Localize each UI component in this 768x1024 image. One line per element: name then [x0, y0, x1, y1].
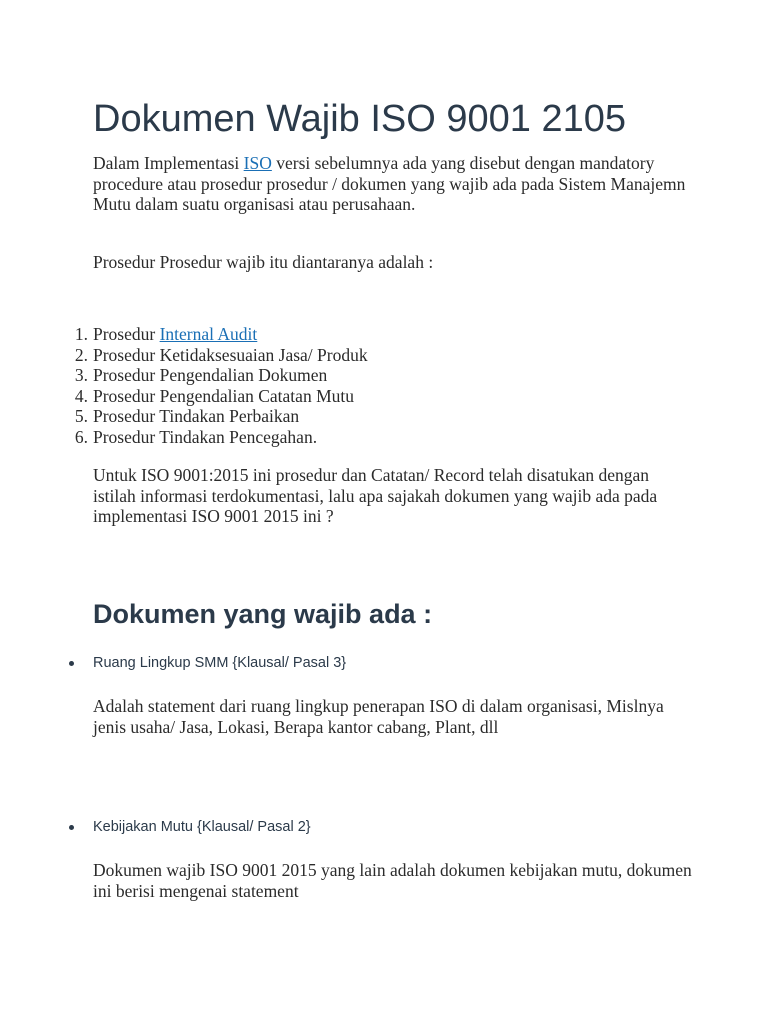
procedures-list [0, 324, 368, 448]
intro-text-end: versi sebelumnya ada yang disebut dengan mandatory procedure atau prosedur prosedur / dokumen yang wajib ada pada Sistem Manajemn Mutu dalam suatu organisasi atau perusahaan. [93, 153, 686, 215]
list-item-text: Prosedur Ketidaksesuaian Jasa/ Produk [93, 344, 368, 365]
intro-paragraph [93, 153, 693, 215]
list-number: 4. [74, 385, 88, 406]
list-item-text: Prosedur [93, 324, 160, 344]
list-item [0, 427, 368, 448]
list-number: 5. [74, 406, 88, 427]
list-item [0, 386, 368, 407]
page-title: Dokumen Wajib ISO 9001 2105 [93, 98, 627, 140]
list-item [0, 324, 368, 345]
bullet-icon [69, 825, 74, 830]
list-item-text: Prosedur Pengendalian Catatan Mutu [93, 385, 354, 406]
list-item [0, 365, 368, 386]
list-number: 3. [74, 365, 88, 386]
list-number: 6. [74, 426, 88, 447]
iso2015-paragraph: Untuk ISO 9001:2015 ini prosedur dan Catatan/ Record telah disatukan dengan istilah informasi terdokumentasi, lalu apa sajakah dokumen yang wajib ada pada implementasi ISO 9001 2015 ini ? [93, 465, 658, 527]
procedures-intro: Prosedur Prosedur wajib itu diantaranya adalah : [93, 252, 434, 272]
ruang-lingkup-description: Adalah statement dari ruang lingkup penerapan ISO di dalam organisasi, Mislnya jenis usaha/ Jasa, Lokasi, Berapa kantor cabang, Plant, dll [93, 696, 664, 737]
list-item-text: Prosedur Pengendalian Dokumen [93, 365, 328, 386]
bullet-icon [69, 661, 74, 666]
list-item [0, 345, 368, 366]
section-heading: Dokumen yang wajib ada : [93, 599, 433, 629]
list-item [0, 406, 368, 427]
intro-text-start: Dalam Implementasi [93, 153, 244, 173]
internal-audit-link[interactable]: Internal Audit [159, 324, 258, 344]
list-item-text: Prosedur Tindakan Perbaikan [93, 406, 300, 427]
list-number: 2. [74, 344, 88, 365]
bullet-label: Ruang Lingkup SMM {Klausal/ Pasal 3} [93, 655, 347, 671]
bullet-label: Kebijakan Mutu {Klausal/ Pasal 2} [93, 819, 311, 835]
iso-link[interactable]: ISO [243, 153, 272, 173]
kebijakan-mutu-description: Dokumen wajib ISO 9001 2015 yang lain adalah dokumen kebijakan mutu, dokumen ini berisi mengenai statement [93, 860, 692, 901]
list-number: 1. [74, 324, 88, 344]
list-item-text: Prosedur Tindakan Pencegahan. [93, 426, 318, 447]
